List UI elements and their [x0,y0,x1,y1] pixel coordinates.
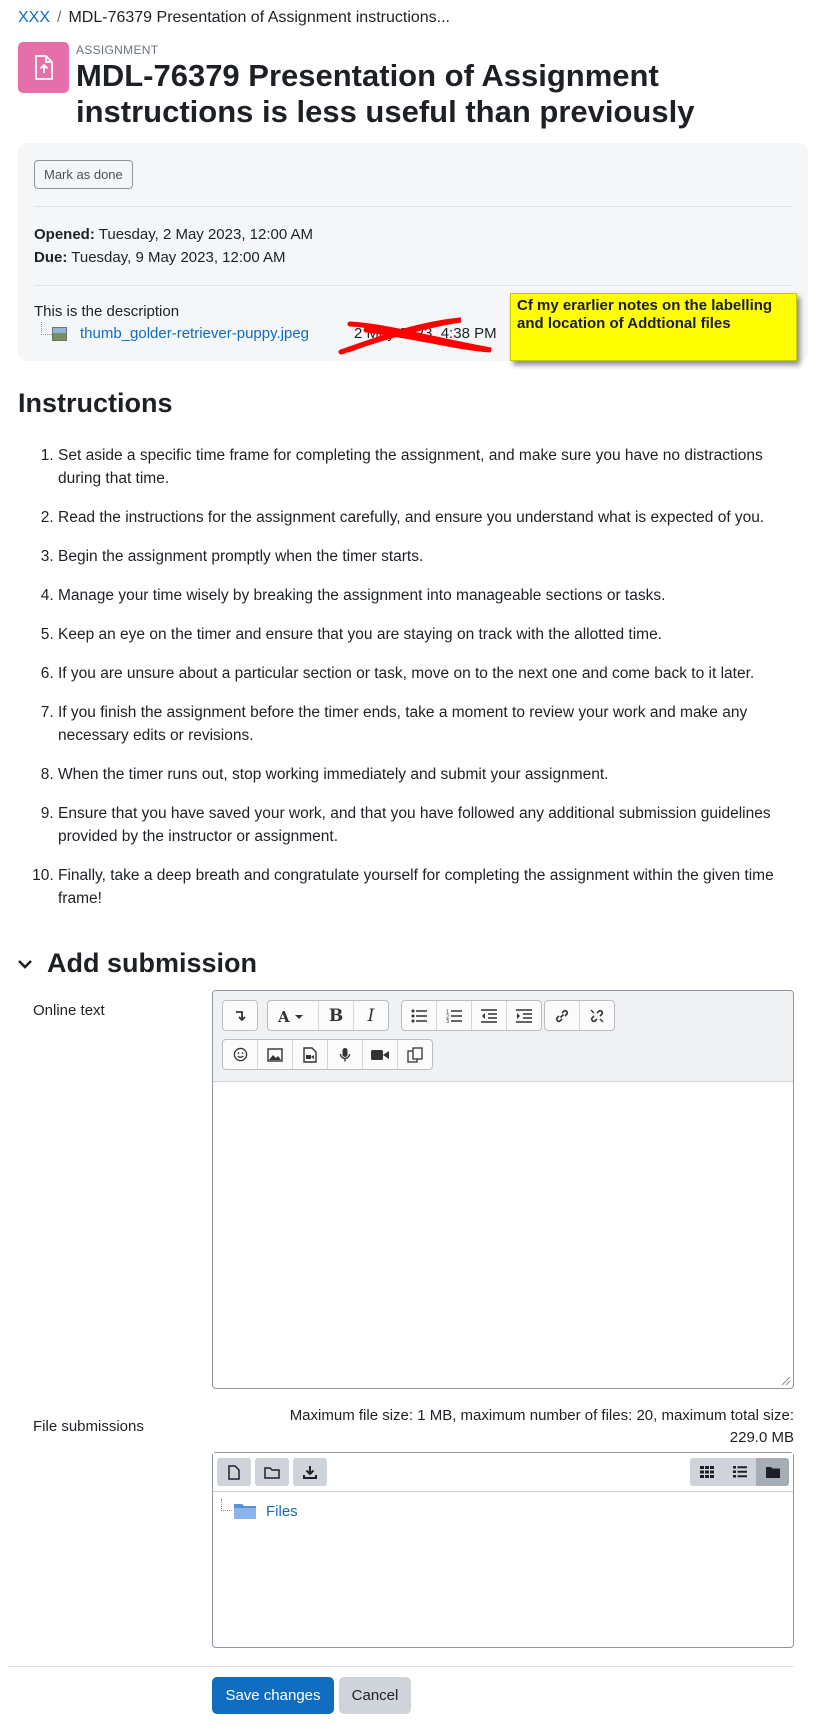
svg-text:A: A [278,1008,290,1023]
view-switcher [690,1458,789,1486]
file-picker-toolbar [213,1453,793,1492]
list-item: 10. Finally, take a deep breath and congratulate yourself for completing the assignment within the given time frame! [58,864,800,910]
folder-icon[interactable] [233,1501,257,1520]
manage-files-icon[interactable] [398,1040,432,1069]
red-scribble-annotation [336,316,496,358]
mark-as-done-button[interactable]: Mark as done [34,160,133,189]
opened-label: Opened: [34,226,95,243]
files-folder-link[interactable]: Files [266,1503,298,1520]
font-color-icon[interactable] [268,1001,319,1030]
due-label: Due: [34,249,68,266]
svg-text:2: 2 [446,1014,450,1020]
toolbar-group [222,1000,258,1031]
list-item: 6. If you are unsure about a particular section or task, move on to the next one and come back to it later. [58,662,800,685]
editor-toolbar [213,991,793,1082]
toolbar-group [222,1039,433,1070]
breadcrumb [18,9,450,27]
list-item: 7. If you finish the assignment before the timer ends, take a moment to review your work and make any necessary edits or revisions. [58,701,800,747]
tree-connector [41,322,52,335]
list-item: 1. Set aside a specific time frame for completing the assignment, and make sure you have no distractions during that time. [58,444,800,490]
tree-connector [221,1499,232,1511]
record-audio-icon[interactable] [328,1040,363,1069]
download-icon[interactable] [293,1458,327,1486]
file-submissions-label: File submissions [33,1418,144,1435]
create-folder-icon[interactable] [255,1458,289,1486]
due-value: Tuesday, 9 May 2023, 12:00 AM [71,249,286,266]
italic-icon[interactable]: I [367,1005,375,1026]
activity-type-label: ASSIGNMENT [76,43,159,57]
link-icon[interactable] [545,1001,580,1030]
image-file-icon [52,327,67,341]
resize-handle[interactable] [779,1374,791,1386]
sticky-note-annotation: Cf my erarlier notes on the labelling and location of Addtional files [510,293,797,361]
page-title: MDL-76379 Presentation of Assignment instructions is less useful than previously [76,58,695,129]
unordered-list-icon[interactable] [402,1001,437,1030]
list-item: 5. Keep an eye on the timer and ensure that you are staying on track with the allotted time. [58,623,800,646]
description-text: This is the description [34,303,180,320]
divider [8,1666,794,1667]
instructions-heading: Instructions [18,388,173,418]
unlink-icon[interactable] [580,1001,614,1030]
instructions-list [0,444,800,926]
online-text-label: Online text [33,1002,105,1019]
bold-icon[interactable]: B [319,1001,354,1030]
media-icon[interactable] [293,1040,328,1069]
cancel-button[interactable]: Cancel [339,1677,411,1714]
breadcrumb-root-link[interactable]: XXX [18,9,51,26]
opened-date [34,226,313,243]
grid-view-icon[interactable] [690,1458,723,1486]
breadcrumb-separator: / [57,9,62,26]
list-view-icon[interactable] [723,1458,756,1486]
assignment-icon [18,42,69,93]
list-item: 3. Begin the assignment promptly when the timer starts. [58,545,800,568]
opened-value: Tuesday, 2 May 2023, 12:00 AM [98,226,314,243]
toolbar-group [544,1000,615,1031]
save-changes-button[interactable]: Save changes [212,1677,334,1714]
file-limits-text: Maximum file size: 1 MB, maximum number of files: 20, maximum total size: 229.0 MB [289,1407,794,1446]
attachment-link[interactable]: thumb_golder-retriever-puppy.jpeg [80,325,310,342]
list-item: 4. Manage your time wisely by breaking the assignment into manageable sections or tasks. [58,584,800,607]
record-video-icon[interactable] [363,1040,398,1069]
online-text-editor[interactable] [212,990,794,1389]
svg-text:1: 1 [446,1009,450,1015]
toolbar-group [401,1000,542,1031]
chevron-down-icon[interactable] [17,957,33,971]
image-icon[interactable] [258,1040,293,1069]
due-date [34,249,286,266]
list-item: 8. When the timer runs out, stop working immediately and submit your assignment. [58,763,800,786]
breadcrumb-current: MDL-76379 Presentation of Assignment instructions... [68,9,450,26]
emoji-icon[interactable] [223,1040,258,1069]
toggle-toolbar-icon[interactable] [223,1001,257,1030]
list-item: 2. Read the instructions for the assignment carefully, and ensure you understand what is expected of you. [58,506,800,529]
attachment-date: 2 May 2023, 4:38 PM [354,325,497,342]
toolbar-group [267,1000,389,1031]
ordered-list-icon[interactable] [437,1001,472,1030]
divider [34,285,792,286]
outdent-icon[interactable] [472,1001,507,1030]
svg-text:3: 3 [446,1018,450,1023]
indent-icon[interactable] [507,1001,541,1030]
add-file-icon[interactable] [217,1458,251,1486]
list-item: 9. Ensure that you have saved your work, and that you have followed any additional submission guidelines provided by the instructor or assignment. [58,802,800,848]
file-picker[interactable] [212,1452,794,1648]
divider [34,206,792,207]
add-submission-heading[interactable]: Add submission [47,948,258,978]
tree-view-icon[interactable] [756,1458,789,1486]
